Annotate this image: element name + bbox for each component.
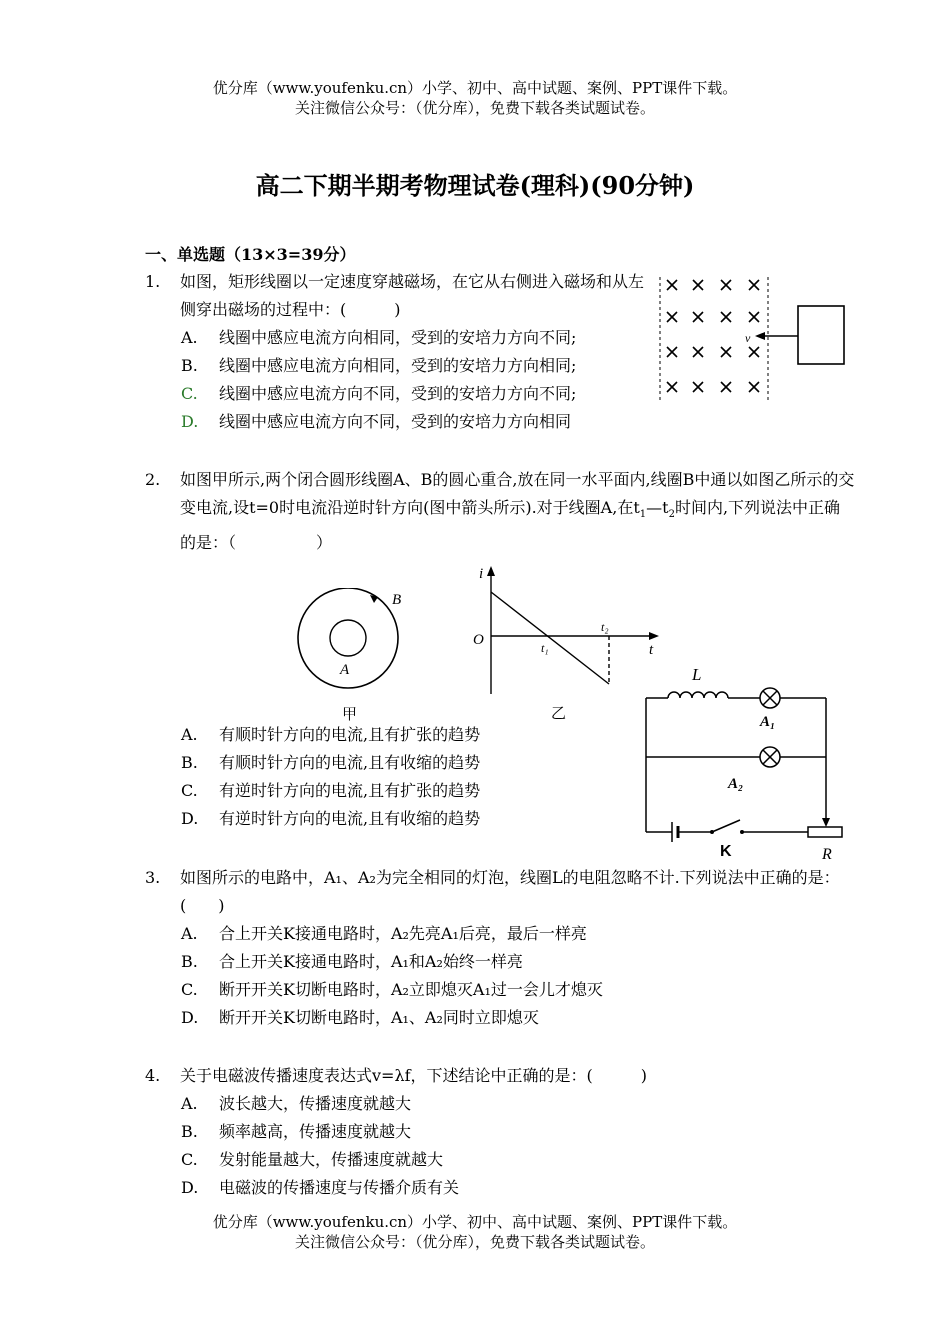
q4-option-d: D. 电磁波的传播速度与传播介质有关 <box>181 1178 460 1197</box>
question-2 <box>145 466 855 557</box>
inductor-coil <box>668 692 728 698</box>
q2-option-c: C. 有逆时针方向的电流,且有扩张的趋势 <box>181 781 481 800</box>
axis-i-label: i <box>479 566 484 582</box>
q4-option-a: A. 波长越大，传播速度就越大 <box>181 1094 412 1113</box>
coil-rectangle <box>798 306 844 364</box>
magnetic-field-figure <box>655 272 850 407</box>
q3-option-b: B. 合上开关K接通电路时，A₁和A₂始终一样亮 <box>181 952 523 971</box>
q1-option-a: A. 线圈中感应电流方向相同，受到的安培力方向不同; <box>181 328 577 347</box>
switch-label: K <box>720 843 732 860</box>
t2-label: t₂ <box>601 620 609 634</box>
footer-line-2: 关注微信公众号：（优分库），免费下载各类试题试卷。 <box>294 1233 655 1251</box>
q1-option-c: C. 线圈中感应电流方向不同，受到的安培力方向不同; <box>181 384 577 403</box>
q4-option-c: C. 发射能量越大，传播速度就越大 <box>181 1150 444 1169</box>
question-3 <box>145 864 855 1032</box>
question-3-stem: 3. 如图所示的电路中，A₁、A₂为完全相同的灯泡，线圈L的电阻忽略不计.下列说法中正确的是：( ) <box>145 868 840 915</box>
inductor-label: L <box>692 665 702 684</box>
question-4-stem: 4. 关于电磁波传播速度表达式v=λf，下述结论中正确的是：( ) <box>145 1066 647 1085</box>
page-title: 高二下期半期考物理试卷(理科)(90分钟) <box>255 171 695 200</box>
question-4 <box>145 1062 855 1202</box>
header-line-1: 优分库（www.youfenku.cn）小学、初中、高中试题、案例、PPT课件下载。 <box>212 79 738 97</box>
rheostat-r <box>808 827 842 837</box>
question-2-stem: 2. 如图甲所示,两个闭合圆形线圈A、B的圆心重合,放在同一水平面内,线圈B中通以如图乙所示的交变电流,设t=0时电流沿逆时针方向(图中箭头所示).对于线圈A,在$t_1—t_2$时间内,下列说法中正确的是：（ ） <box>145 470 855 553</box>
switch-k <box>712 820 740 832</box>
rheostat-label: R <box>822 846 832 863</box>
q1-option-d: D. 线圈中感应电流方向不同，受到的安培力方向相同 <box>181 412 572 431</box>
q2-option-a: A. 有顺时针方向的电流,且有扩张的趋势 <box>181 725 481 744</box>
q4-option-b: B. 频率越高，传播速度就越大 <box>181 1122 412 1141</box>
q3-option-a: A. 合上开关K接通电路时，A₂先亮A₁后亮，最后一样亮 <box>181 924 587 943</box>
footer-line-1: 优分库（www.youfenku.cn）小学、初中、高中试题、案例、PPT课件下载。 <box>212 1213 738 1231</box>
velocity-arrow <box>755 332 765 340</box>
q3-option-d: D. 断开开关K切断电路时，A₁、A₂同时立即熄灭 <box>181 1008 539 1027</box>
q3-option-c: C. 断开开关K切断电路时，A₂立即熄灭A₁过一会儿才熄灭 <box>181 980 603 999</box>
question-1 <box>145 268 645 436</box>
current-line <box>491 592 609 684</box>
current-time-graph <box>465 562 665 722</box>
velocity-label: v <box>745 331 751 345</box>
fig-jia-caption: 甲 <box>342 707 358 723</box>
section-heading: 一、单选题（13×3=39分） <box>145 245 356 264</box>
axis-t-label: t <box>649 642 654 658</box>
coil-b-label: B <box>392 592 402 608</box>
header-line-2: 关注微信公众号：（优分库），免费下载各类试题试卷。 <box>294 99 655 117</box>
circuit-figure <box>640 660 850 865</box>
q2-option-d: D. 有逆时针方向的电流,且有收缩的趋势 <box>181 809 481 828</box>
lamp-a1-label: A₁ <box>760 714 776 730</box>
question-2-options <box>145 721 615 833</box>
q2-option-b: B. 有顺时针方向的电流,且有收缩的趋势 <box>181 753 481 772</box>
concentric-coils-figure <box>290 588 420 723</box>
fig-yi-caption: 乙 <box>551 706 567 722</box>
question-1-stem: 1. 如图，矩形线圈以一定速度穿越磁场，在它从右侧进入磁场和从左侧穿出磁场的过程中：( ) <box>145 272 645 319</box>
origin-label: O <box>473 632 484 648</box>
lamp-a2-label: A₂ <box>728 776 744 792</box>
coil-a-label: A <box>340 662 350 678</box>
q1-option-b: B. 线圈中感应电流方向相同，受到的安培力方向相同; <box>181 356 577 375</box>
t1-label: t₁ <box>541 641 549 655</box>
